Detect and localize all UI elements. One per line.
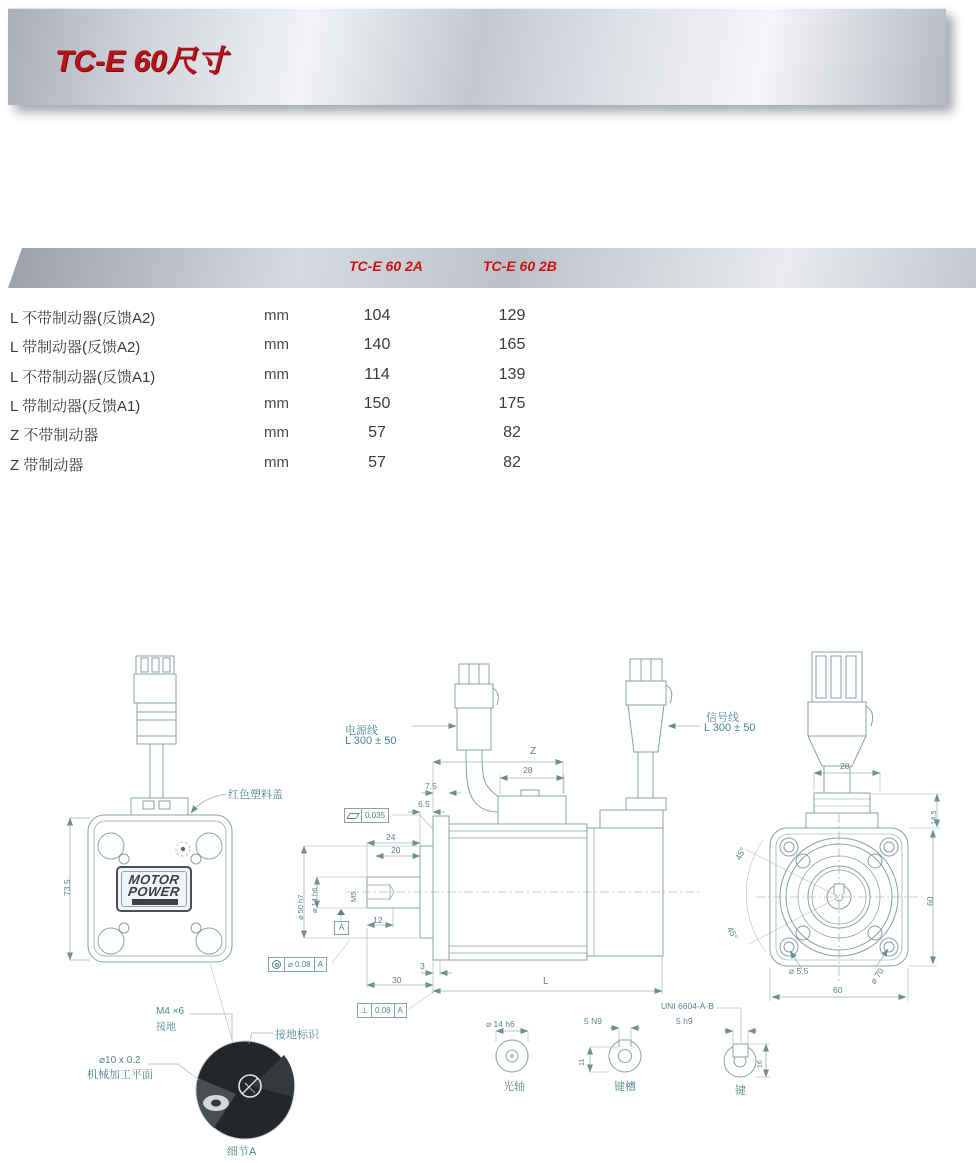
runout-tolerance-frame [268,957,327,972]
keyway-width-dim: 5 N9 [584,1016,602,1026]
row-value-2b: 82 [503,424,521,441]
row-value-2a: 114 [364,366,390,383]
row-value-2b: 82 [503,454,521,471]
row-value-2b: 175 [498,395,526,412]
bolt-circle-diameter: ⌀ 70 [868,966,886,986]
plain-shaft-caption: 光轴 [503,1081,525,1093]
runout-value: ⌀ 0.08 [284,958,314,971]
row-label: Z 带制动器 [10,457,84,474]
row-unit: mm [264,395,289,412]
dim-60-right: 60 [925,896,935,906]
table-row [0,424,976,446]
dim-60-bottom: 60 [833,985,843,995]
row-value-2a: 104 [363,307,391,324]
ground-mark-label: 接地标识 [275,1029,319,1041]
table-row [0,366,976,388]
flatness-icon [345,809,361,822]
dim-7-5: 7.5 [425,781,437,791]
dim-24: 24 [386,832,396,842]
shaft-diameter: ⌀ 14 h6 [310,887,319,913]
row-label: L 不带制动器(反馈A2) [10,310,156,327]
dim-6-5: 6.5 [418,799,430,809]
machined-flat-dim: ⌀10 x 0.2 [99,1055,141,1066]
perpendicularity-icon: ⊥ [361,1006,368,1015]
angle-45-top: 45° [733,845,748,862]
ground-screw-label: M4 ×6 [156,1006,185,1017]
header-banner [8,8,946,105]
flatness-tolerance-frame [344,808,389,823]
signal-cable-length: L 300 ± 50 [704,722,756,734]
row-unit: mm [264,307,289,324]
row-value-2b: 165 [498,336,526,353]
page-title: TC-E 60尺寸 [55,45,227,78]
red-cover-label: 红色塑料盖 [228,789,283,801]
row-value-2a: 57 [368,424,386,441]
dim-3: 3 [420,961,425,971]
row-value-2a: 57 [368,454,386,471]
row-unit: mm [264,424,289,441]
row-value-2a: 150 [363,395,391,412]
table-row [0,307,976,329]
row-label: Z 不带制动器 [10,427,99,444]
motor-power-logo [116,866,192,912]
perpendicularity-value: 0.08 [371,1004,394,1017]
row-value-2a: 140 [363,336,391,353]
perpendicularity-datum: A [394,1004,406,1017]
column-header-2a: TC-E 60 2A [349,258,423,274]
power-cable-length: L 300 ± 50 [345,735,397,747]
key-standard: UNI 6604-A-B [661,1001,714,1011]
key-caption: 键 [735,1085,746,1097]
logo-line-2: POWER [127,884,181,899]
row-label: L 不带制动器(反馈A1) [10,369,156,386]
table-row [0,395,976,417]
dim-14-5: 14.5 [929,810,938,825]
runout-datum: A [314,958,326,971]
logo-line-1: MOTOR [127,872,181,887]
row-unit: mm [264,454,289,471]
front-height-dim: 73.5 [62,879,72,896]
power-cable-label: 电源线 [345,725,378,737]
logo-bar [132,899,178,905]
ground-label: 接地 [156,1022,176,1033]
row-unit: mm [264,366,289,383]
signal-cable-label: 信号线 [706,712,739,724]
dim-30: 30 [392,975,402,985]
mount-hole-diameter: ⌀ 5.5 [789,966,809,976]
datum-flag: A [334,921,349,935]
dim-12: 12 [373,915,383,925]
machined-flat-label: 机械加工平面 [87,1069,153,1081]
key-height-dim: 16 [757,1060,764,1068]
row-unit: mm [264,336,289,353]
table-row [0,454,976,476]
table-row [0,336,976,358]
plain-shaft-dim: ⌀ 14 h6 [486,1019,515,1029]
row-value-2b: 129 [498,307,526,324]
dim-28-rear: 28 [840,761,850,771]
perpendicularity-frame [357,1003,407,1018]
angle-45-bottom: 45° [725,925,741,942]
dim-z: Z [530,746,537,757]
dim-20: 20 [391,845,401,855]
dim-28-side: 28 [523,765,533,775]
flatness-value: 0.035 [361,809,388,822]
runout-icon [269,958,284,971]
dim-l: L [543,976,549,987]
row-label: L 带制动器(反馈A2) [10,339,141,356]
key-width-dim: 5 h9 [676,1016,693,1026]
tap-size: M5 [349,891,358,902]
keyway-depth-dim: 11 [579,1058,586,1066]
keyway-caption: 键槽 [614,1081,636,1093]
row-label: L 带制动器(反馈A1) [10,398,141,415]
row-value-2b: 139 [498,366,526,383]
column-header-2b: TC-E 60 2B [483,258,557,274]
pilot-diameter: ⌀ 50 h7 [296,894,305,920]
detail-a-caption: 细节A [227,1146,257,1158]
